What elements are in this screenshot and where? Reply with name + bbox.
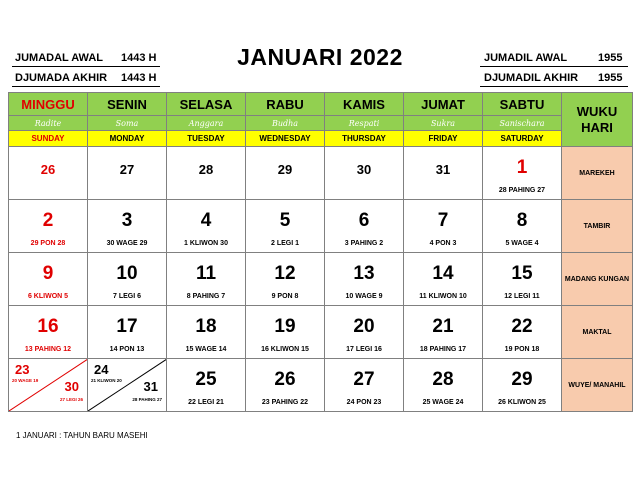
date-cell[interactable] (325, 253, 404, 306)
pasaran-label: 20 WAGE 19 (12, 378, 39, 383)
date-cell[interactable] (404, 147, 483, 200)
date-content (325, 306, 403, 358)
date-content (325, 200, 403, 252)
date-number: 22 (511, 316, 533, 337)
week-row (9, 200, 633, 253)
pasaran-label: 15 WAGE 14 (185, 346, 227, 353)
divider (12, 66, 160, 67)
day-name: SABTU (483, 93, 562, 116)
javanese-day-name: Sukra (404, 116, 483, 131)
pasaran-label: 26 KLIWON 25 (498, 399, 546, 406)
date-number: 29 (277, 162, 293, 177)
javanese-day-name: Budha (246, 116, 325, 131)
date-content (483, 359, 561, 411)
wuku-name: WUYE/ MANAHIL (562, 359, 633, 412)
pasaran-label: 3 PAHING 2 (344, 240, 384, 247)
pasaran-label: 2 LEGI 1 (270, 240, 299, 247)
javanese-month-2: DJUMADIL AKHIR (484, 72, 579, 84)
date-cell[interactable] (246, 200, 325, 253)
javanese-day-name: Anggara (167, 116, 246, 131)
date-number: 9 (42, 263, 54, 284)
hijri-year-1: 1443 H (121, 52, 157, 64)
date-number: 28 (198, 162, 214, 177)
date-cell[interactable] (88, 147, 167, 200)
javanese-month-1: JUMADIL AWAL (484, 52, 568, 64)
date-number: 5 (279, 210, 291, 231)
date-number: 7 (437, 210, 449, 231)
date-cell[interactable] (404, 359, 483, 412)
date-cell[interactable] (483, 359, 562, 412)
date-cell[interactable] (9, 359, 88, 412)
date-content (246, 147, 324, 199)
hijri-year-2: 1443 H (121, 72, 157, 84)
hijri-month-1: JUMADAL AWAL (15, 52, 103, 64)
pasaran-label: 16 KLIWON 15 (261, 346, 309, 353)
day-name: MINGGU (9, 93, 88, 116)
date-content (88, 200, 166, 252)
date-content (404, 147, 482, 199)
pasaran-label: 18 PAHING 17 (419, 346, 467, 353)
pasaran-label: 17 LEGI 16 (346, 346, 382, 353)
date-number: 8 (516, 210, 528, 231)
date-number: 31 (143, 379, 158, 394)
date-cell[interactable] (167, 306, 246, 359)
wuku-name: TAMBIR (562, 200, 633, 253)
date-cell[interactable] (246, 306, 325, 359)
date-cell[interactable] (9, 147, 88, 200)
pasaran-label: 8 PAHING 7 (186, 293, 226, 300)
date-content (246, 200, 324, 252)
date-content (483, 200, 561, 252)
pasaran-label: 12 LEGI 11 (504, 293, 540, 300)
pasaran-label: 21 KLIWON 20 (91, 378, 122, 383)
date-number: 11 (195, 263, 217, 284)
javanese-day-name: Soma (88, 116, 167, 131)
date-cell[interactable] (404, 253, 483, 306)
pasaran-label: 11 KLIWON 10 (419, 293, 467, 300)
pasaran-label: 23 PAHING 22 (261, 399, 309, 406)
date-cell[interactable] (246, 359, 325, 412)
pasaran-label: 25 WAGE 24 (422, 399, 464, 406)
wuku-name: MAKTAL (562, 306, 633, 359)
day-name: KAMIS (325, 93, 404, 116)
date-number: 14 (432, 263, 454, 284)
wuku-header (562, 93, 633, 147)
date-cell[interactable] (167, 200, 246, 253)
date-number: 10 (116, 263, 138, 284)
date-number: 26 (274, 369, 296, 390)
date-cell[interactable] (167, 253, 246, 306)
divider (480, 66, 628, 67)
date-content (483, 253, 561, 305)
english-day-row (9, 131, 633, 147)
date-content (9, 253, 87, 305)
day-name: RABU (246, 93, 325, 116)
date-content (167, 306, 245, 358)
week-row (9, 147, 633, 200)
date-number: 30 (64, 379, 79, 394)
date-number: 26 (40, 162, 56, 177)
date-cell[interactable] (88, 359, 167, 412)
date-number: 31 (435, 162, 451, 177)
date-content (9, 200, 87, 252)
date-content (404, 200, 482, 252)
date-content (404, 253, 482, 305)
date-number: 21 (432, 316, 454, 337)
date-content (404, 306, 482, 358)
wuku-header-line: HARI (581, 119, 613, 135)
pasaran-label: 30 WAGE 29 (106, 240, 148, 247)
pasaran-label: 27 LEGI 26 (59, 397, 83, 402)
date-content (483, 147, 561, 199)
date-cell[interactable] (167, 359, 246, 412)
day-name: SELASA (167, 93, 246, 116)
wuku-name: MAREKEH (562, 147, 633, 200)
english-day-name: SUNDAY (9, 131, 88, 147)
date-cell[interactable] (325, 306, 404, 359)
date-number: 15 (511, 263, 533, 284)
date-content (246, 359, 324, 411)
pasaran-label: 24 PON 23 (346, 399, 382, 406)
date-cell[interactable] (9, 306, 88, 359)
date-number: 20 (353, 316, 375, 337)
english-day-name: SATURDAY (483, 131, 562, 147)
date-number: 12 (274, 263, 296, 284)
date-cell[interactable] (88, 306, 167, 359)
javanese-year-2: 1955 (598, 72, 623, 84)
date-content (9, 306, 87, 358)
javanese-day-name: Radite (9, 116, 88, 131)
date-cell[interactable] (325, 147, 404, 200)
pasaran-label: 29 PON 28 (30, 240, 66, 247)
date-cell[interactable] (246, 253, 325, 306)
pasaran-label: 1 KLIWON 30 (184, 240, 228, 247)
date-number: 6 (358, 210, 370, 231)
page-title: JANUARI 2022 (237, 44, 403, 70)
javanese-day-row (9, 116, 633, 131)
javanese-year-1: 1955 (598, 52, 623, 64)
date-number: 29 (511, 369, 533, 390)
date-number: 17 (116, 316, 138, 337)
date-number: 4 (200, 210, 212, 231)
date-cell[interactable] (483, 147, 562, 200)
pasaran-label: 4 PON 3 (429, 240, 457, 247)
date-cell[interactable] (246, 147, 325, 200)
date-cell[interactable] (9, 253, 88, 306)
calendar-grid (8, 92, 633, 412)
pasaran-label: 9 PON 8 (271, 293, 299, 300)
date-cell[interactable] (167, 147, 246, 200)
date-number: 13 (353, 263, 375, 284)
wuku-name: MADANG KUNGAN (562, 253, 633, 306)
date-content (167, 253, 245, 305)
date-content (88, 253, 166, 305)
date-content (325, 359, 403, 411)
date-content (88, 147, 166, 199)
date-number: 24 (94, 362, 109, 377)
date-number: 18 (195, 316, 217, 337)
date-number: 28 (432, 369, 454, 390)
date-cell[interactable] (404, 200, 483, 253)
date-content (9, 147, 87, 199)
wuku-header-line: WUKU (576, 103, 618, 119)
pasaran-label: 22 LEGI 21 (188, 399, 224, 406)
date-content (88, 306, 166, 358)
date-content (325, 147, 403, 199)
split-date-cell (88, 359, 166, 411)
date-content (167, 359, 245, 411)
week-row (9, 306, 633, 359)
date-content (483, 306, 561, 358)
javanese-day-name: Sanischara (483, 116, 562, 131)
day-name-row (9, 93, 633, 116)
date-number: 1 (516, 157, 528, 178)
date-number: 27 (353, 369, 375, 390)
day-name: JUMAT (404, 93, 483, 116)
pasaran-label: 10 WAGE 9 (345, 293, 383, 300)
pasaran-label: 6 KLIWON 5 (27, 293, 69, 300)
hijri-month-2: DJUMADA AKHIR (15, 72, 108, 84)
week-row (9, 253, 633, 306)
date-content (246, 253, 324, 305)
date-number: 27 (119, 162, 135, 177)
date-number: 23 (15, 362, 30, 377)
date-cell[interactable] (325, 359, 404, 412)
date-cell[interactable] (483, 200, 562, 253)
day-name: SENIN (88, 93, 167, 116)
date-number: 25 (195, 369, 217, 390)
english-day-name: WEDNESDAY (246, 131, 325, 147)
pasaran-label: 28 PAHING 27 (498, 187, 546, 194)
date-cell[interactable] (325, 200, 404, 253)
pasaran-label: 7 LEGI 6 (112, 293, 141, 300)
pasaran-label: 14 PON 13 (109, 346, 145, 353)
english-day-name: THURSDAY (325, 131, 404, 147)
date-content (167, 200, 245, 252)
english-day-name: FRIDAY (404, 131, 483, 147)
week-row (9, 359, 633, 412)
date-cell[interactable] (9, 200, 88, 253)
divider (12, 86, 160, 87)
date-cell[interactable] (88, 253, 167, 306)
date-cell[interactable] (88, 200, 167, 253)
holiday-footnote: 1 JANUARI : TAHUN BARU MASEHI (16, 431, 148, 440)
pasaran-label: 5 WAGE 4 (505, 240, 539, 247)
date-number: 19 (274, 316, 296, 337)
pasaran-label: 13 PAHING 12 (24, 346, 72, 353)
divider (480, 86, 628, 87)
english-day-name: TUESDAY (167, 131, 246, 147)
date-content (404, 359, 482, 411)
split-date-cell (9, 359, 87, 411)
date-number: 16 (37, 316, 59, 337)
date-cell[interactable] (404, 306, 483, 359)
pasaran-label: 19 PON 18 (504, 346, 540, 353)
pasaran-label: 28 PAHING 27 (132, 397, 162, 402)
date-number: 3 (121, 210, 133, 231)
date-content (167, 147, 245, 199)
english-day-name: MONDAY (88, 131, 167, 147)
javanese-day-name: Respati (325, 116, 404, 131)
date-cell[interactable] (483, 253, 562, 306)
date-number: 30 (356, 162, 372, 177)
date-number: 2 (42, 210, 54, 231)
date-cell[interactable] (483, 306, 562, 359)
date-content (325, 253, 403, 305)
date-content (246, 306, 324, 358)
